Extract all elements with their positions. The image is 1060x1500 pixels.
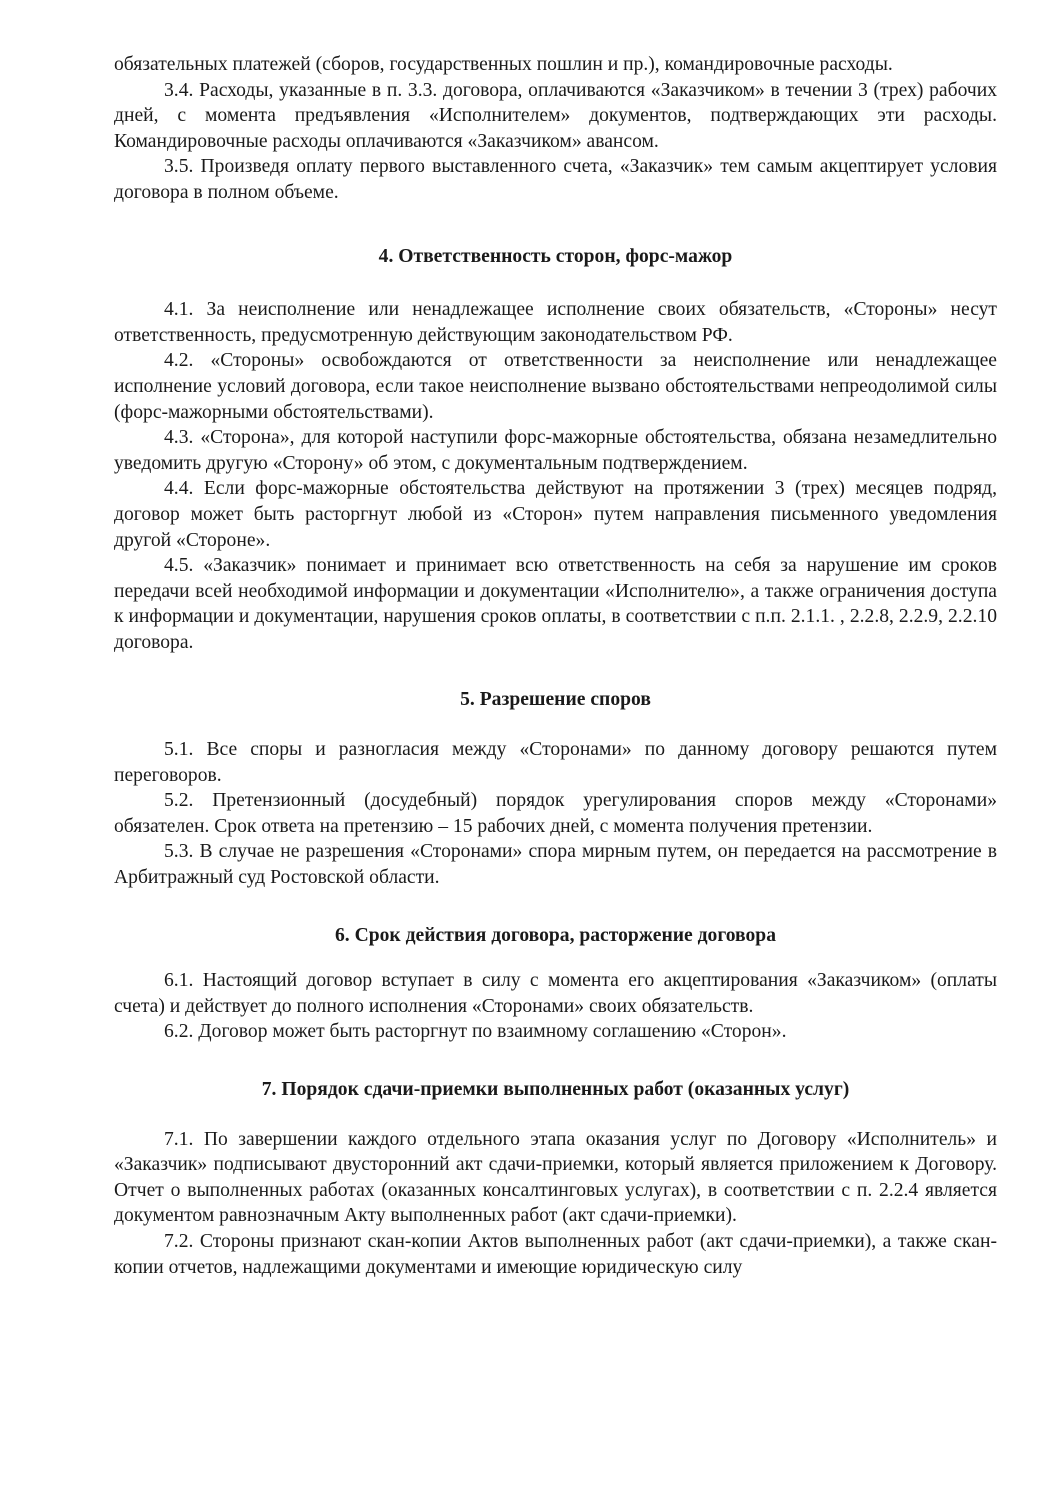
paragraph-4-1: 4.1. За неисполнение или ненадлежащее исполнение своих обязательств, «Стороны» несут ответственность, предусмотренную действующим законодательством РФ. xyxy=(114,299,997,346)
paragraph-3-3-continuation: обязательных платежей (сборов, государственных пошлин и пр.), командировочные расходы. xyxy=(114,54,893,75)
paragraph-5-1: 5.1. Все споры и разногласия между «Сторонами» по данному договору решаются путем переговоров. xyxy=(114,739,997,786)
document-page xyxy=(114,52,997,1280)
section-5-heading: 5. Разрешение споров xyxy=(460,689,651,711)
paragraph-4-4: 4.4. Если форс-мажорные обстоятельства действуют на протяжении 3 (трех) месяцев подряд, договор может быть расторгнут любой из «Сторон» путем направления письменного уведомления другой «Стороне». xyxy=(114,478,997,551)
paragraph-6-1: 6.1. Настоящий договор вступает в силу с момента его акцептирования «Заказчиком» (оплаты счета) и действует до полного исполнения «Сторонами» своих обязательств. xyxy=(114,970,997,1017)
paragraph-4-5: 4.5. «Заказчик» понимает и принимает всю ответственность на себя за нарушение им сроков передачи всей необходимой информации и документации «Исполнителю», а также ограничения доступа к информации и документации, нарушения сроков оплаты, в соответствии с п.п. 2.1.1. , 2.2.8, 2.2.9, 2.2.10 договора. xyxy=(114,555,997,653)
paragraph-5-3: 5.3. В случае не разрешения «Сторонами» спора мирным путем, он передается на рассмотрение в Арбитражный суд Ростовской области. xyxy=(114,841,997,889)
section-7-heading: 7. Порядок сдачи-приемки выполненных работ (оказанных услуг) xyxy=(261,1079,850,1100)
paragraph-4-2: 4.2. «Стороны» освобождаются от ответственности за неисполнение или ненадлежащее исполнение условий договора, если такое неисполнение вызвано обстоятельствами непреодолимой силы (форс-мажорными обстоятельствами). xyxy=(114,350,997,423)
paragraph-5-2: 5.2. Претензионный (досудебный) порядок урегулирования споров между «Сторонами» обязателен. Срок ответа на претензию – 15 рабочих дней, с момента получения претензии. xyxy=(114,790,997,837)
paragraph-6-2: 6.2. Договор может быть расторгнут по взаимному соглашению «Сторон». xyxy=(164,1021,787,1043)
paragraph-7-1: 7.1. По завершении каждого отдельного этапа оказания услуг по Договору «Исполнитель» и «Заказчик» подписывают двусторонний акт сдачи-приемки, который является приложением к Договору. Отчет о выполненных работах (оказанных консалтинговых услугах), в соответствии с п. 2.2.4 является документом равнозначным Акту выполненных работ (акт сдачи-приемки). xyxy=(114,1128,997,1227)
paragraph-3-5: 3.5. Произведя оплату первого выставленного счета, «Заказчик» тем самым акцептирует условия договора в полном объеме. xyxy=(114,156,997,203)
paragraph-4-3: 4.3. «Сторона», для которой наступили форс-мажорные обстоятельства, обязана незамедлительно уведомить другую «Сторону» об этом, с документальным подтверждением. xyxy=(114,427,997,474)
section-6-heading: 6. Срок действия договора, расторжение договора xyxy=(334,924,776,946)
paragraph-7-2: 7.2. Стороны признают скан-копии Актов выполненных работ (акт сдачи-приемки), а также скан-копии отчетов, надлежащими документами и имеющие юридическую силу xyxy=(114,1230,997,1278)
section-4-heading: 4. Ответственность сторон, форс-мажор xyxy=(378,245,733,267)
paragraph-3-4: 3.4. Расходы, указанные в п. 3.3. договора, оплачиваются «Заказчиком» в течении 3 (трех) рабочих дней, с момента предъявления «Исполнителем» документов, подтверждающих эти расходы. Командировочные расходы оплачиваются «Заказчиком» авансом. xyxy=(114,79,997,152)
